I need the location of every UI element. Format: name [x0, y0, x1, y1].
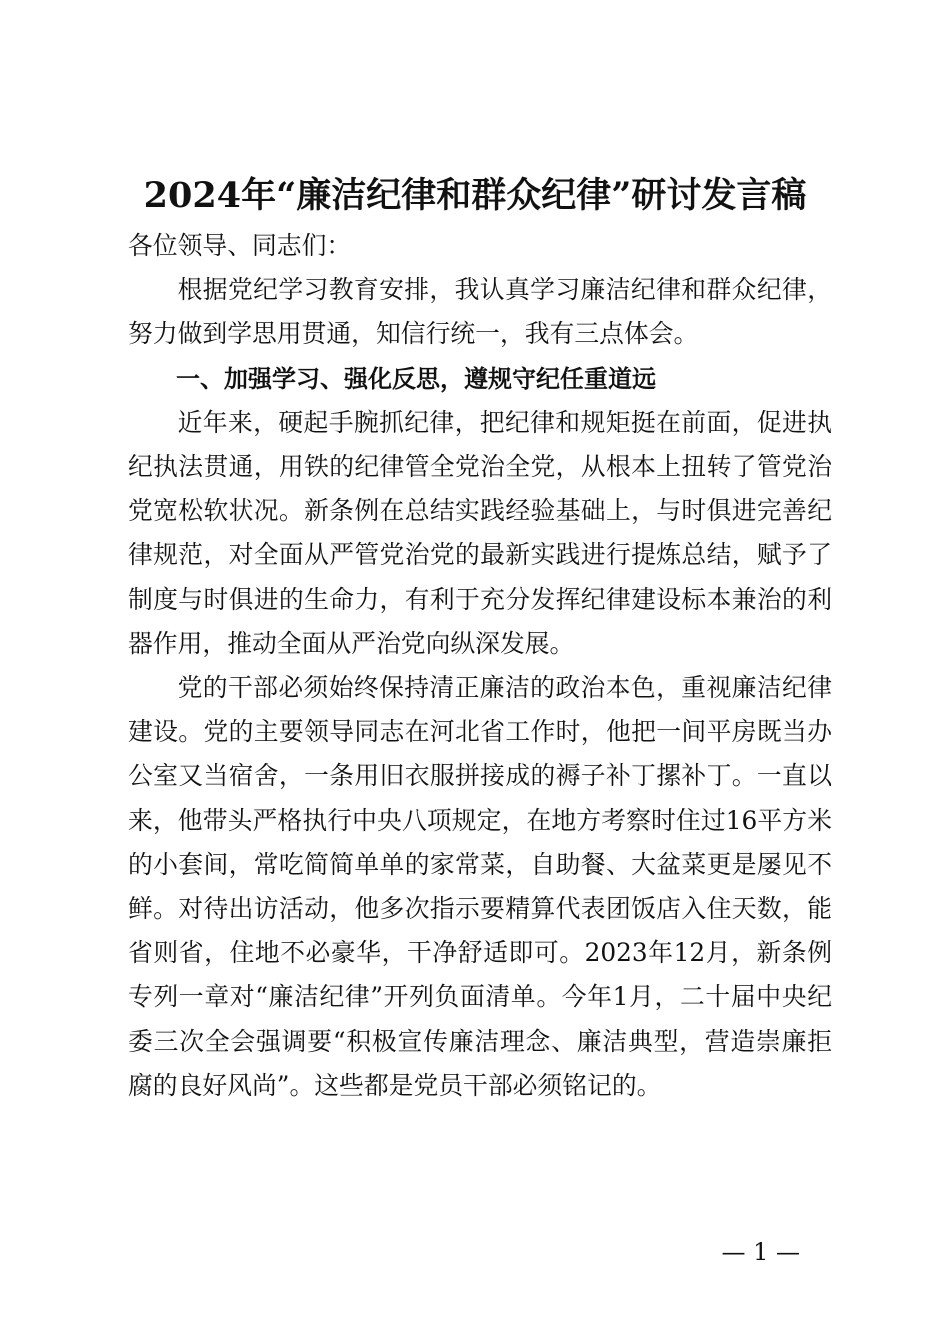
section-paragraph-2: 党的干部必须始终保持清正廉洁的政治本色，重视廉洁纪律建设。党的主要领导同志在河北省工作时，他把一间平房既当办公室又当宿舍，一条用旧衣服拼接成的褥子补丁摞补丁。一直以来，他带头严格执行中央八项规定，在地方考察时住过16平方米的小套间，常吃简简单单的家常菜，自助餐、大盆菜更是屡见不鲜。对待出访活动，他多次指示要精算代表团饭店入住天数，能省则省，住地不必豪华，干净舒适即可。2023年12月，新条例专列一章对“廉洁纪律”开列负面清单。今年1月，二十届中央纪委三次全会强调要“积极宣传廉洁理念、廉洁典型，营造崇廉拒腐的良好风尚”。这些都是党员干部必须铭记的。	[128, 673, 832, 1100]
page-number: — 1 —	[721, 1238, 800, 1266]
section-paragraph-1: 近年来，硬起手腕抓纪律，把纪律和规矩挺在前面，促进执纪执法贯通，用铁的纪律管全党治全党，从根本上扭转了管党治党宽松软状况。新条例在总结实践经验基础上，与时俱进完善纪律规范，对全面从严管党治党的最新实践进行提炼总结，赋予了制度与时俱进的生命力，有利于充分发挥纪律建设标本兼治的利器作用，推动全面从严治党向纵深发展。	[128, 407, 832, 658]
document-title: 2024年“廉洁纪律和群众纪律”研讨发言稿	[143, 175, 807, 216]
intro-paragraph: 根据党纪学习教育安排，我认真学习廉洁纪律和群众纪律，努力做到学思用贯通，知信行统一，我有三点体会。	[128, 275, 832, 349]
document-body	[128, 224, 832, 1108]
section-heading: 一、加强学习、强化反思，遵规守纪任重道远	[176, 364, 656, 393]
salutation: 各位领导、同志们：	[128, 231, 352, 260]
